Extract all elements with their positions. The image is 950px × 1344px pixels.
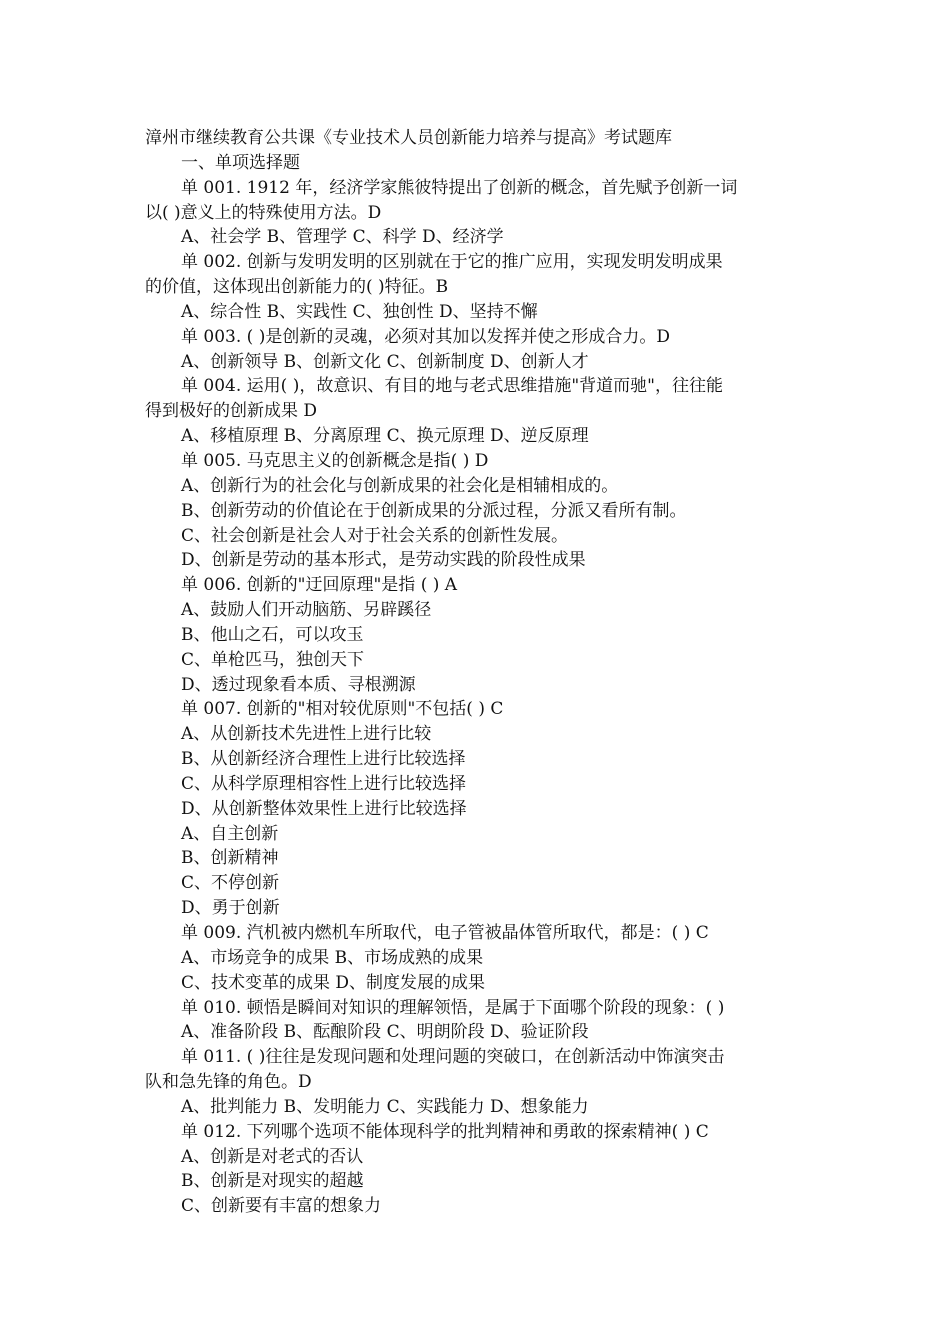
document-option-line: A、移植原理 B、分离原理 C、换元原理 D、逆反原理 <box>181 426 589 447</box>
document-option-line: B、创新精神 <box>181 848 279 869</box>
document-option-line: C、单枪匹马，独创天下 <box>181 649 365 670</box>
document-question-line: 单 009. 汽机被内燃机车所取代，电子管被晶体管所取代，都是：( ) C <box>181 923 709 943</box>
document-option-line: C、从科学原理相容性上进行比较选择 <box>181 773 467 794</box>
document-option-line: C、社会创新是社会人对于社会关系的创新性发展。 <box>181 525 569 546</box>
document-option-line: A、创新是对老式的否认 <box>181 1146 364 1167</box>
document-question-line: 单 002. 创新与发明发明的区别就在于它的推广应用，实现发明发明成果 <box>181 252 723 273</box>
document-option-line: A、创新领导 B、创新文化 C、创新制度 D、创新人才 <box>181 351 589 372</box>
document-option-line: A、从创新技术先进性上进行比较 <box>181 724 432 745</box>
document-question-line: 单 004. 运用( )，故意识、有目的地与老式思维措施"背道而驰"，往往能 <box>181 376 723 397</box>
document-question-cont-line: 的价值，这体现出创新能力的( )特征。B <box>145 277 449 298</box>
document-question-cont-line: 以( )意义上的特殊使用方法。D <box>145 202 382 223</box>
document-option-line: C、技术变革的成果 D、制度发展的成果 <box>181 972 486 993</box>
document-heading-line: 一、单项选择题 <box>181 152 300 173</box>
document-option-line: A、综合性 B、实践性 C、独创性 D、坚持不懈 <box>181 301 538 322</box>
document-question-line: 单 010. 顿悟是瞬间对知识的理解领悟，是属于下面哪个阶段的现象：( ) <box>181 997 725 1018</box>
document-option-line: A、创新行为的社会化与创新成果的社会化是相辅相成的。 <box>181 475 619 496</box>
document-option-line: B、创新劳动的价值论在于创新成果的分派过程，分派又看所有制。 <box>181 500 687 521</box>
document-question-line: 单 006. 创新的"迂回原理"是指 ( ) A <box>181 575 458 596</box>
document-question-line: 单 007. 创新的"相对较优原则"不包括( ) C <box>181 699 504 720</box>
document-option-line: A、自主创新 <box>181 823 279 844</box>
document-question-line: 单 011. ( )往往是发现问题和处理问题的突破口，在创新活动中饰演突击 <box>181 1047 725 1068</box>
document-page <box>145 126 810 1219</box>
document-option-line: D、勇于创新 <box>181 898 280 919</box>
document-question-line: 单 005. 马克思主义的创新概念是指( ) D <box>181 450 489 471</box>
document-option-line: A、市场竞争的成果 B、市场成熟的成果 <box>181 947 484 968</box>
document-option-line: D、创新是劳动的基本形式，是劳动实践的阶段性成果 <box>181 550 586 571</box>
document-option-line: C、创新要有丰富的想象力 <box>181 1196 382 1217</box>
document-option-line: B、从创新经济合理性上进行比较选择 <box>181 749 466 770</box>
document-option-line: A、准备阶段 B、酝酿阶段 C、明朗阶段 D、验证阶段 <box>181 1022 589 1043</box>
document-title-line: 漳州市继续教育公共课《专业技术人员创新能力培养与提高》考试题库 <box>145 128 672 148</box>
document-option-line: D、从创新整体效果性上进行比较选择 <box>181 798 467 819</box>
document-option-line: C、不停创新 <box>181 873 280 894</box>
document-option-line: A、鼓励人们开动脑筋、另辟蹊径 <box>181 600 432 621</box>
document-option-line: A、批判能力 B、发明能力 C、实践能力 D、想象能力 <box>181 1096 589 1117</box>
document-option-line: A、社会学 B、管理学 C、科学 D、经济学 <box>181 227 504 248</box>
document-question-line: 单 003. ( )是创新的灵魂，必须对其加以发挥并使之形成合力。D <box>181 326 670 347</box>
document-option-line: B、他山之石，可以攻玉 <box>181 624 364 645</box>
document-option-line: B、创新是对现实的超越 <box>181 1171 364 1192</box>
document-question-cont-line: 队和急先锋的角色。D <box>145 1072 312 1093</box>
document-question-line: 单 001. 1912 年，经济学家熊彼特提出了创新的概念，首先赋予创新一词 <box>181 177 738 198</box>
document-question-cont-line: 得到极好的创新成果 D <box>145 401 318 422</box>
document-question-line: 单 012. 下列哪个选项不能体现科学的批判精神和勇敢的探索精神( ) C <box>181 1121 709 1142</box>
document-option-line: D、透过现象看本质、寻根溯源 <box>181 674 416 695</box>
